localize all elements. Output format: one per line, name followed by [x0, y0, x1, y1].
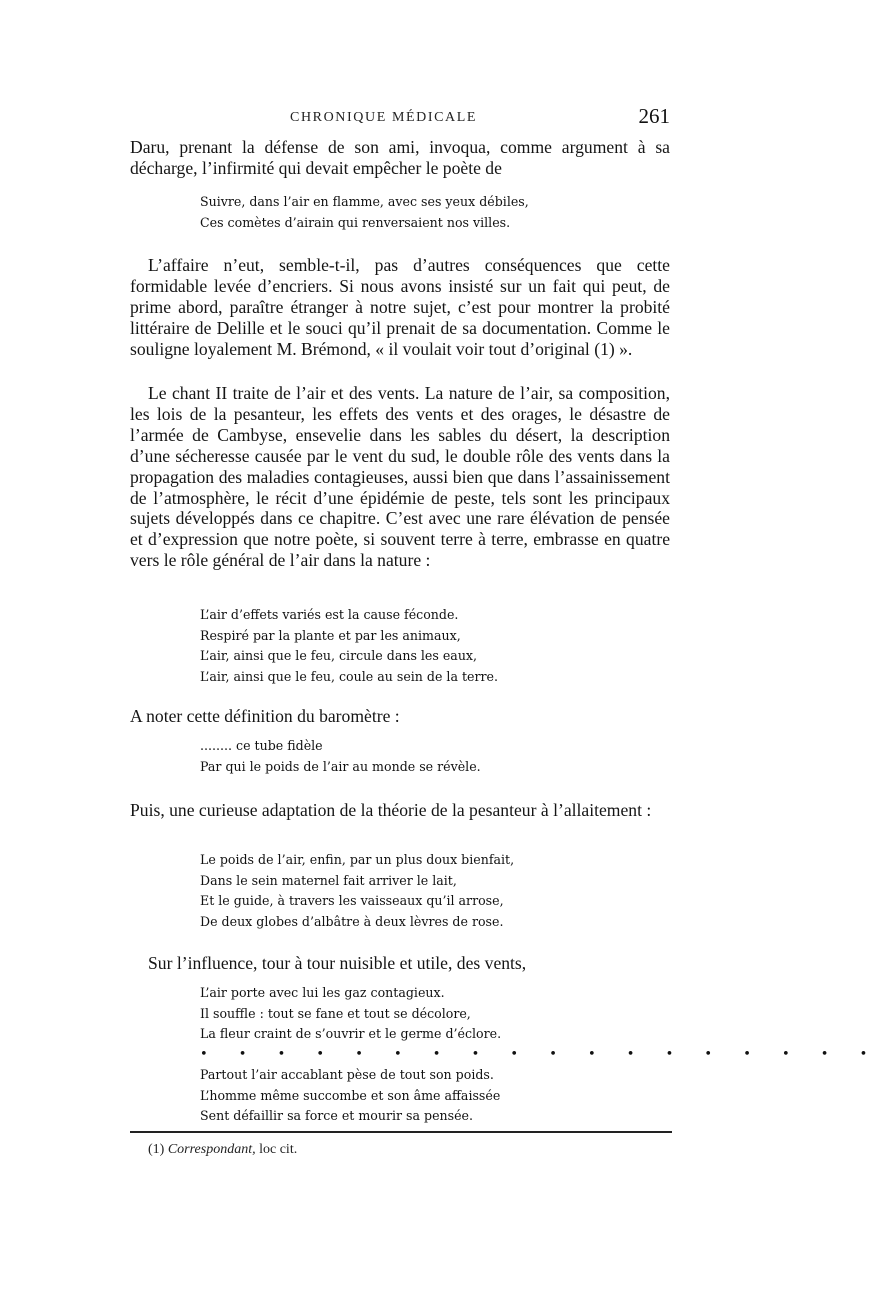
page-number: 261 — [638, 104, 670, 128]
verse-line: Dans le sein maternel fait arriver le lait, — [200, 872, 457, 888]
footnote-citation: loc cit. — [259, 1142, 298, 1157]
verse-line: L’air, ainsi que le feu, circule dans les eaux, — [200, 648, 478, 663]
verse-block-vents — [200, 983, 881, 1127]
verse-line: Sent défaillir sa force et mourir sa pensée. — [200, 1108, 474, 1123]
verse-line: Par qui le poids de l’air au monde se révèle. — [200, 758, 481, 774]
verse-block-cometes — [200, 192, 620, 233]
paragraph-allaitement: Puis, une curieuse adaptation de la théorie de la pesanteur à l’allaitement : — [130, 800, 652, 820]
ellipsis-dots-row: • • • • • • • • • • • • • • • • • • — [200, 1046, 881, 1062]
paragraph-influence-vents: Sur l’influence, tour à tour nuisible et utile, des vents, — [148, 953, 527, 973]
verse-line: L’air d’effets variés est la cause féconde. — [200, 607, 459, 622]
verse-line: Respiré par la plante et par les animaux, — [200, 627, 461, 643]
paragraph-chant-ii: Le chant II traite de l’air et des vents. La nature de l’air, sa composition, les lois de la pesanteur, les effets des vents et des orages, le désastre de l’armée de Cambyse, ensevelie dans les sables du désert, la description d’une sécheresse causée par le vent du sud, le double rôle des vents dans la propagation des maladies contagieuses, aussi bien que dans l’assainissement de l’atmosphère, le récit d’une épidémie de peste, tels sont les principaux sujets développés dans ce chapitre. C’est avec une rare élévation de pensée et d’expression que notre poète, si souvent terre à terre, embrasse en quatre vers le rôle général de l’air dans la nature : — [130, 383, 670, 571]
paragraph-affaire: L’affaire n’eut, semble-t-il, pas d’autres conséquences que cette formidable levée d’encriers. Si nous avons insisté sur un fait qui peut, de prime abord, paraître étranger à notre sujet, c’est pour montrer la probité littéraire de Delille et le souci qu’il prenait de sa documentation. Comme le souligne loyalement M. Brémond, « il voulait voir tout d’original (1) ». — [130, 255, 670, 359]
verse-line: L’homme même succombe et son âme affaissée — [200, 1087, 501, 1103]
verse-line: L’air, ainsi que le feu, coule au sein de la terre. — [200, 668, 498, 684]
verse-line: Suivre, dans l’air en flamme, avec ses yeux débiles, — [200, 194, 529, 209]
footnote-marker: (1) — [148, 1142, 165, 1157]
footnote-source: Correspondant, — [167, 1142, 256, 1157]
verse-line: Partout l’air accablant pèse de tout son poids. — [200, 1067, 494, 1082]
footnote — [148, 1142, 297, 1158]
verse-line: La fleur craint de s’ouvrir et le germe d’éclore. — [200, 1026, 502, 1041]
verse-line: De deux globes d’albâtre à deux lèvres de rose. — [200, 913, 504, 929]
verse-block-air — [200, 605, 620, 687]
verse-block-barometre — [200, 736, 620, 777]
verse-line: Il souffle : tout se fane et tout se décolore, — [200, 1005, 471, 1021]
footnote-divider — [130, 1131, 672, 1133]
page-header — [130, 106, 670, 130]
running-title: CHRONIQUE MÉDICALE — [290, 110, 478, 125]
verse-line: Le poids de l’air, enfin, par un plus doux bienfait, — [200, 852, 515, 867]
verse-line: ........ ce tube fidèle — [200, 738, 323, 753]
paragraph-daru: Daru, prenant la défense de son ami, invoqua, comme argument à sa décharge, l’infirmité qui devait empêcher le poète de — [130, 137, 670, 178]
verse-line: L’air porte avec lui les gaz contagieux. — [200, 985, 445, 1000]
paragraph-barometre: A noter cette définition du baromètre : — [130, 706, 400, 726]
verse-line: Et le guide, à travers les vaisseaux qu’il arrose, — [200, 893, 504, 908]
verse-block-lait — [200, 850, 620, 932]
verse-line: Ces comètes d’airain qui renversaient nos villes. — [200, 214, 511, 230]
